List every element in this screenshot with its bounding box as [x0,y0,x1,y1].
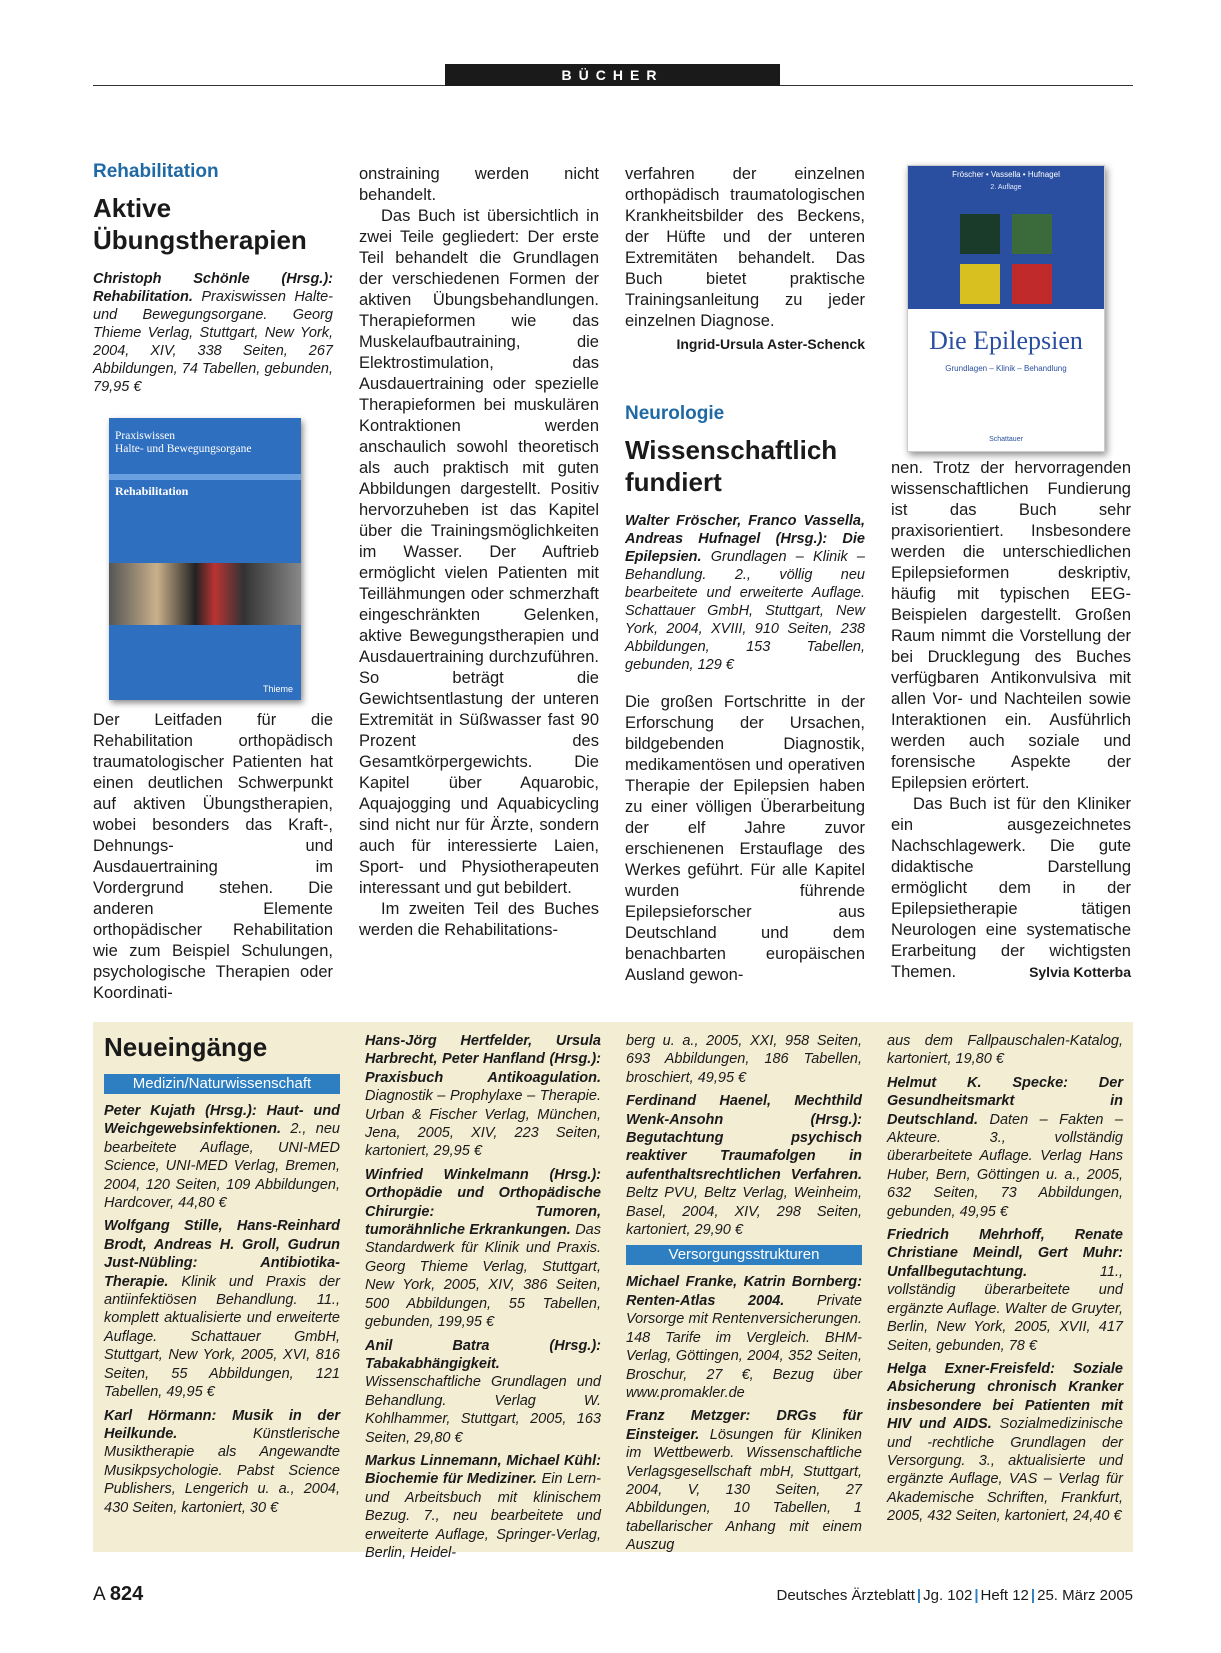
section-label-neurologie: Neurologie [625,403,725,424]
reviewer-kotterba: Sylvia Kotterba [1029,964,1131,980]
neueingaenge-title: Neueingänge [104,1032,268,1062]
list-item: aus dem Fallpauschalen-Katalog, kartoniert, 19,80 € [887,1033,1123,1068]
review1-text-col1: Der Leitfaden für die Rehabilitation orthopädisch traumatologischer Patienten hat einen deutlichen Schwerpunkt auf aktiven Übungstherapien, wobei besonders das Kraft-, Dehnungs- und Ausdauertraining im Vordergrund stehen. Die anderen Elemente orthopädischer Rehabilitation wie zum Beispiel Schulungen, psychologische Therapien oder Koordinati- [93,711,333,1002]
category-versorgung: Versorgungsstrukturen [626,1245,862,1265]
list-item: Franz Metzger: DRGs für Einsteiger. Lösungen für Kliniken im Wettbewerb. Wissenschaftliche Verlagsgesellschaft mbH, Stuttgart, 2004, V, 130 Seiten, 27 Abbildungen, 10 Tabellen, 1 tabellarischer Anhang mit einem Auszug [626,1408,862,1554]
review2-bibliography: Walter Fröscher, Franco Vassella, Andreas Hufnagel (Hrsg.): Die Epilepsien. Grundlagen – Klinik – Behandlung. 2., völlig neu bearbeitete und erweiterte Auflage. Schattauer GmbH, Stuttgart, New York, 2004, XVIII, 910 Seiten, 238 Abbildungen, 153 Tabellen, gebunden, 129 € [625,513,865,673]
category-medizin: Medizin/Naturwissenschaft [104,1074,340,1094]
list-item: Anil Batra (Hrsg.): Tabakabhängigkeit. Wissenschaftliche Grundlagen und Behandlung. Verlag W. Kohlhammer, Stuttgart, 2005, 163 Seiten, 29,80 € [365,1337,601,1446]
section-label-rehabilitation: Rehabilitation [93,161,219,182]
column-1 [93,160,333,396]
list-item: Hans-Jörg Hertfelder, Ursula Harbrecht, Peter Hanfland (Hrsg.): Praxisbuch Antikoagulation. Diagnostik – Prophylaxe – Therapie. Urban & Fischer Verlag, München, Jena, 2005, XIV, 223 Seiten, kartoniert, 29,95 € [365,1033,601,1160]
list-item: Michael Franke, Katrin Bornberg: Renten-Atlas 2004. Private Vorsorge mit Rentenversicherungen. 148 Tarife im Vergleich. BHM-Verlag, Göttingen, 2004, 352 Seiten, Broschur, 27 €, Bezug über www.promakler.de [626,1274,862,1401]
list-item: Ferdinand Haenel, Mechthild Wenk-Ansohn (Hrsg.): Begutachtung psychisch reaktiver Traumafolgen in aufenthaltsrechtlichen Verfahren. Beltz PVU, Beltz Verlag, Weinheim, Basel, 2004, XIV, 298 Seiten, kartoniert, 29,90 € [626,1093,862,1239]
list-item: Winfried Winkelmann (Hrsg.): Orthopädie und Orthopädische Chirurgie: Tumoren, tumorähnliche Erkrankungen. Das Standardwerk für Klinik und Praxis. Georg Thieme Verlag, Stuttgart, New York, 2005, XIV, 386 Seiten, 500 Abbildungen, 55 Tabellen, gebunden, 199,95 € [365,1166,601,1331]
book-cover-epilepsien: Fröscher • Vassella • Hufnagel 2. Auflage Die Epilepsien Grundlagen – Klinik – Behandlung Schattauer [907,165,1105,452]
list-item: Markus Linnemann, Michael Kühl: Biochemie für Mediziner. Ein Lern- und Arbeitsbuch mit klinischem Bezug. 7., neu bearbeitete und erweiterte Auflage, Springer-Verlag, Berlin, Heidel- [365,1452,601,1561]
neueingaenge-col-3 [626,1032,862,1560]
column-2: onstraining werden nicht behandelt. Das Buch ist übersichtlich in zwei Teile gegliedert: Der erste Teil behandelt die Grundlagen der verschiedenen Formen der aktiven Übungsbehandlungen. Therapieformen wie das Muskelaufbautraining, die Elektrostimulation, das Ausdauertraining oder spezielle Therapieformen bei muskulären Kontraktionen werden anschaulich sowohl theoretisch als auch praktisch mit guten Abbildungen dargestellt. Positiv hervorzuheben ist das Kapitel über die Trainingsmöglichkeiten im Wasser. Der Auftrieb ermöglicht vielen Patienten mit Teillähmungen oder schmerzhaft eingeschränkten Gelenken, aktive Bewegungstherapien und Ausdauertraining durchzuführen. So beträgt die Gewichtsentlastung der unteren Extremität in Süßwasser fast 90 Prozent des Gesamtkörpergewichts. Die Kapitel über Aquarobic, Aquajogging und Aquabicycling sind nicht nur für Ärzte, sondern auch für interessierte Laien, Sport- und Physiotherapeuten interessant und gut bebildert. Im zweiten Teil des Buches werden die Rehabilitations- [359,165,599,939]
review1-bibliography: Christoph Schönle (Hrsg.): Rehabilitation. Praxiswissen Halte- und Bewegungsorgane. Georg Thieme Verlag, Stuttgart, New York, 2004, XIV, 338 Seiten, 267 Abbildungen, 74 Tabellen, gebunden, 79,95 € [93,271,333,395]
reviewer-aster-schenck: Ingrid-Ursula Aster-Schenck [676,336,865,352]
page-number: A 824 [93,1583,144,1605]
list-item: Helmut K. Specke: Der Gesundheitsmarkt in Deutschland. Daten – Fakten – Akteure. 3., vollständig überarbeitete Auflage. Verlag Hans Huber, Bern, Göttingen u. a., 2005, 632 Seiten, 73 Abbildungen, gebunden, 49,95 € [887,1074,1123,1220]
list-item: Peter Kujath (Hrsg.): Haut- und Weichgewebsinfektionen. 2., neu bearbeitete Auflage, UNI-MED Science, UNI-MED Verlag, Bremen, 2004, 120 Seiten, 109 Abbildungen, Hardcover, 44,80 € [104,1103,340,1212]
section-header: BÜCHER [445,64,780,86]
review1-title: Aktive Übungstherapien [93,193,307,255]
cover-photo [109,563,301,625]
neueingaenge-col-4 [887,1032,1123,1531]
neueingaenge-col-1 [104,1032,340,1522]
list-item: Helga Exner-Freisfeld: Soziale Absicherung chronisch Kranker insbesondere bei Patienten mit HIV und AIDS. Sozialmedizinische und -rechtliche Grundlagen der Versorgung. 3., aktualisierte und ergänzte Auflage, VAS – Verlag für Akademische Schriften, Frankfurt, 2005, 432 Seiten, kartoniert, 24,40 € [887,1360,1123,1525]
journal-info: Deutsches Ärzteblatt | Jg. 102 | Heft 12 | 25. März 2005 [776,1587,1133,1604]
neueingaenge-col-2 [365,1032,601,1567]
review2-title: Wissenschaftlich fundiert [625,435,838,497]
list-item: Karl Hörmann: Musik in der Heilkunde. Künstlerische Musiktherapie als Angewandte Musikpsychologie. Pabst Science Publishers, Lengerich u. a., 2004, 430 Seiten, kartoniert, 30 € [104,1407,340,1516]
list-item: Friedrich Mehrhoff, Renate Christiane Meindl, Gert Muhr: Unfallbegutachtung. 11., vollständig überarbeitete und ergänzte Auflage. Walter de Gruyter, Berlin, New York, 2005, XVII, 417 Seiten, gebunden, 78 € [887,1227,1123,1354]
list-item: Wolfgang Stille, Hans-Reinhard Brodt, Andreas H. Groll, Gudrun Just-Nübling: Antibiotika-Therapie. Klinik und Praxis der antiinfektiösen Behandlung. 11., komplett aktualisierte und erweiterte Auflage. Schattauer GmbH, Stuttgart, New York, 2005, XVI, 816 Seiten, 55 Abbildungen, 121 Tabellen, 49,95 € [104,1218,340,1401]
list-item: berg u. a., 2005, XXI, 958 Seiten, 693 Abbildungen, 186 Tabellen, broschiert, 49,95 € [626,1033,862,1086]
column-3: verfahren der einzelnen orthopädisch traumatologischen Krankheitsbilder des Beckens, der Hüfte und der unteren Extremitäten behandelt. Das Buch bietet praktische Trainingsanleitung zu jeder einzelnen Diagnose. Ingrid-Ursula Aster-Schenck Neurologie Wissenschaftlich fundiert Walter Fröscher, Franco Vassella, Andreas Hufnagel (Hrsg.): Die Epilepsien. Grundlagen – Klinik – Behandlung. 2., völlig neu bearbeitete und erweiterte Auflage. Schattauer GmbH, Stuttgart, New York, 2004, XVIII, 910 Seiten, 238 Abbildungen, 153 Tabellen, gebunden, 129 € Die großen Fortschritte in der Erforschung der Ursachen, bildgebenden Diagnostik, medikamentösen und operativen Therapie der Epilepsien haben zu einer völligen Überarbeitung der elf Jahre zuvor erschienenen Erstauflage des Werkes geführt. Für alle Kapitel wurden führende Epilepsieforscher aus Deutschland und dem benachbarten europäischen Ausland gewon- [625,165,865,984]
column-4: nen. Trotz der hervorragenden wissenschaftlichen Fundierung ist das Buch sehr praxisorientiert. Insbesondere werden die unterschiedlichen Epilepsieformen deskriptiv, häufig mit typischen EEG-Beispielen dargestellt. Großen Raum nimmt die Vorstellung der bei Drucklegung des Buches verfügbaren Antikonvulsiva mit allen Vor- und Nachteilen sowie Interaktionen ein. Ausführlich werden auch soziale und forensische Aspekte der Epilepsien erörtert. Das Buch ist für den Kliniker ein ausgezeichnetes Nachschlagewerk. Die gute didaktische Darstellung ermöglicht dem in der Epilepsietherapie tätigen Neurologen eine systematische Erarbeitung der wichtigsten Themen. Sylvia Kotterba [891,459,1131,981]
book-cover-rehabilitation: Praxiswissen Halte- und Bewegungsorgane Rehabilitation Thieme [109,418,301,700]
